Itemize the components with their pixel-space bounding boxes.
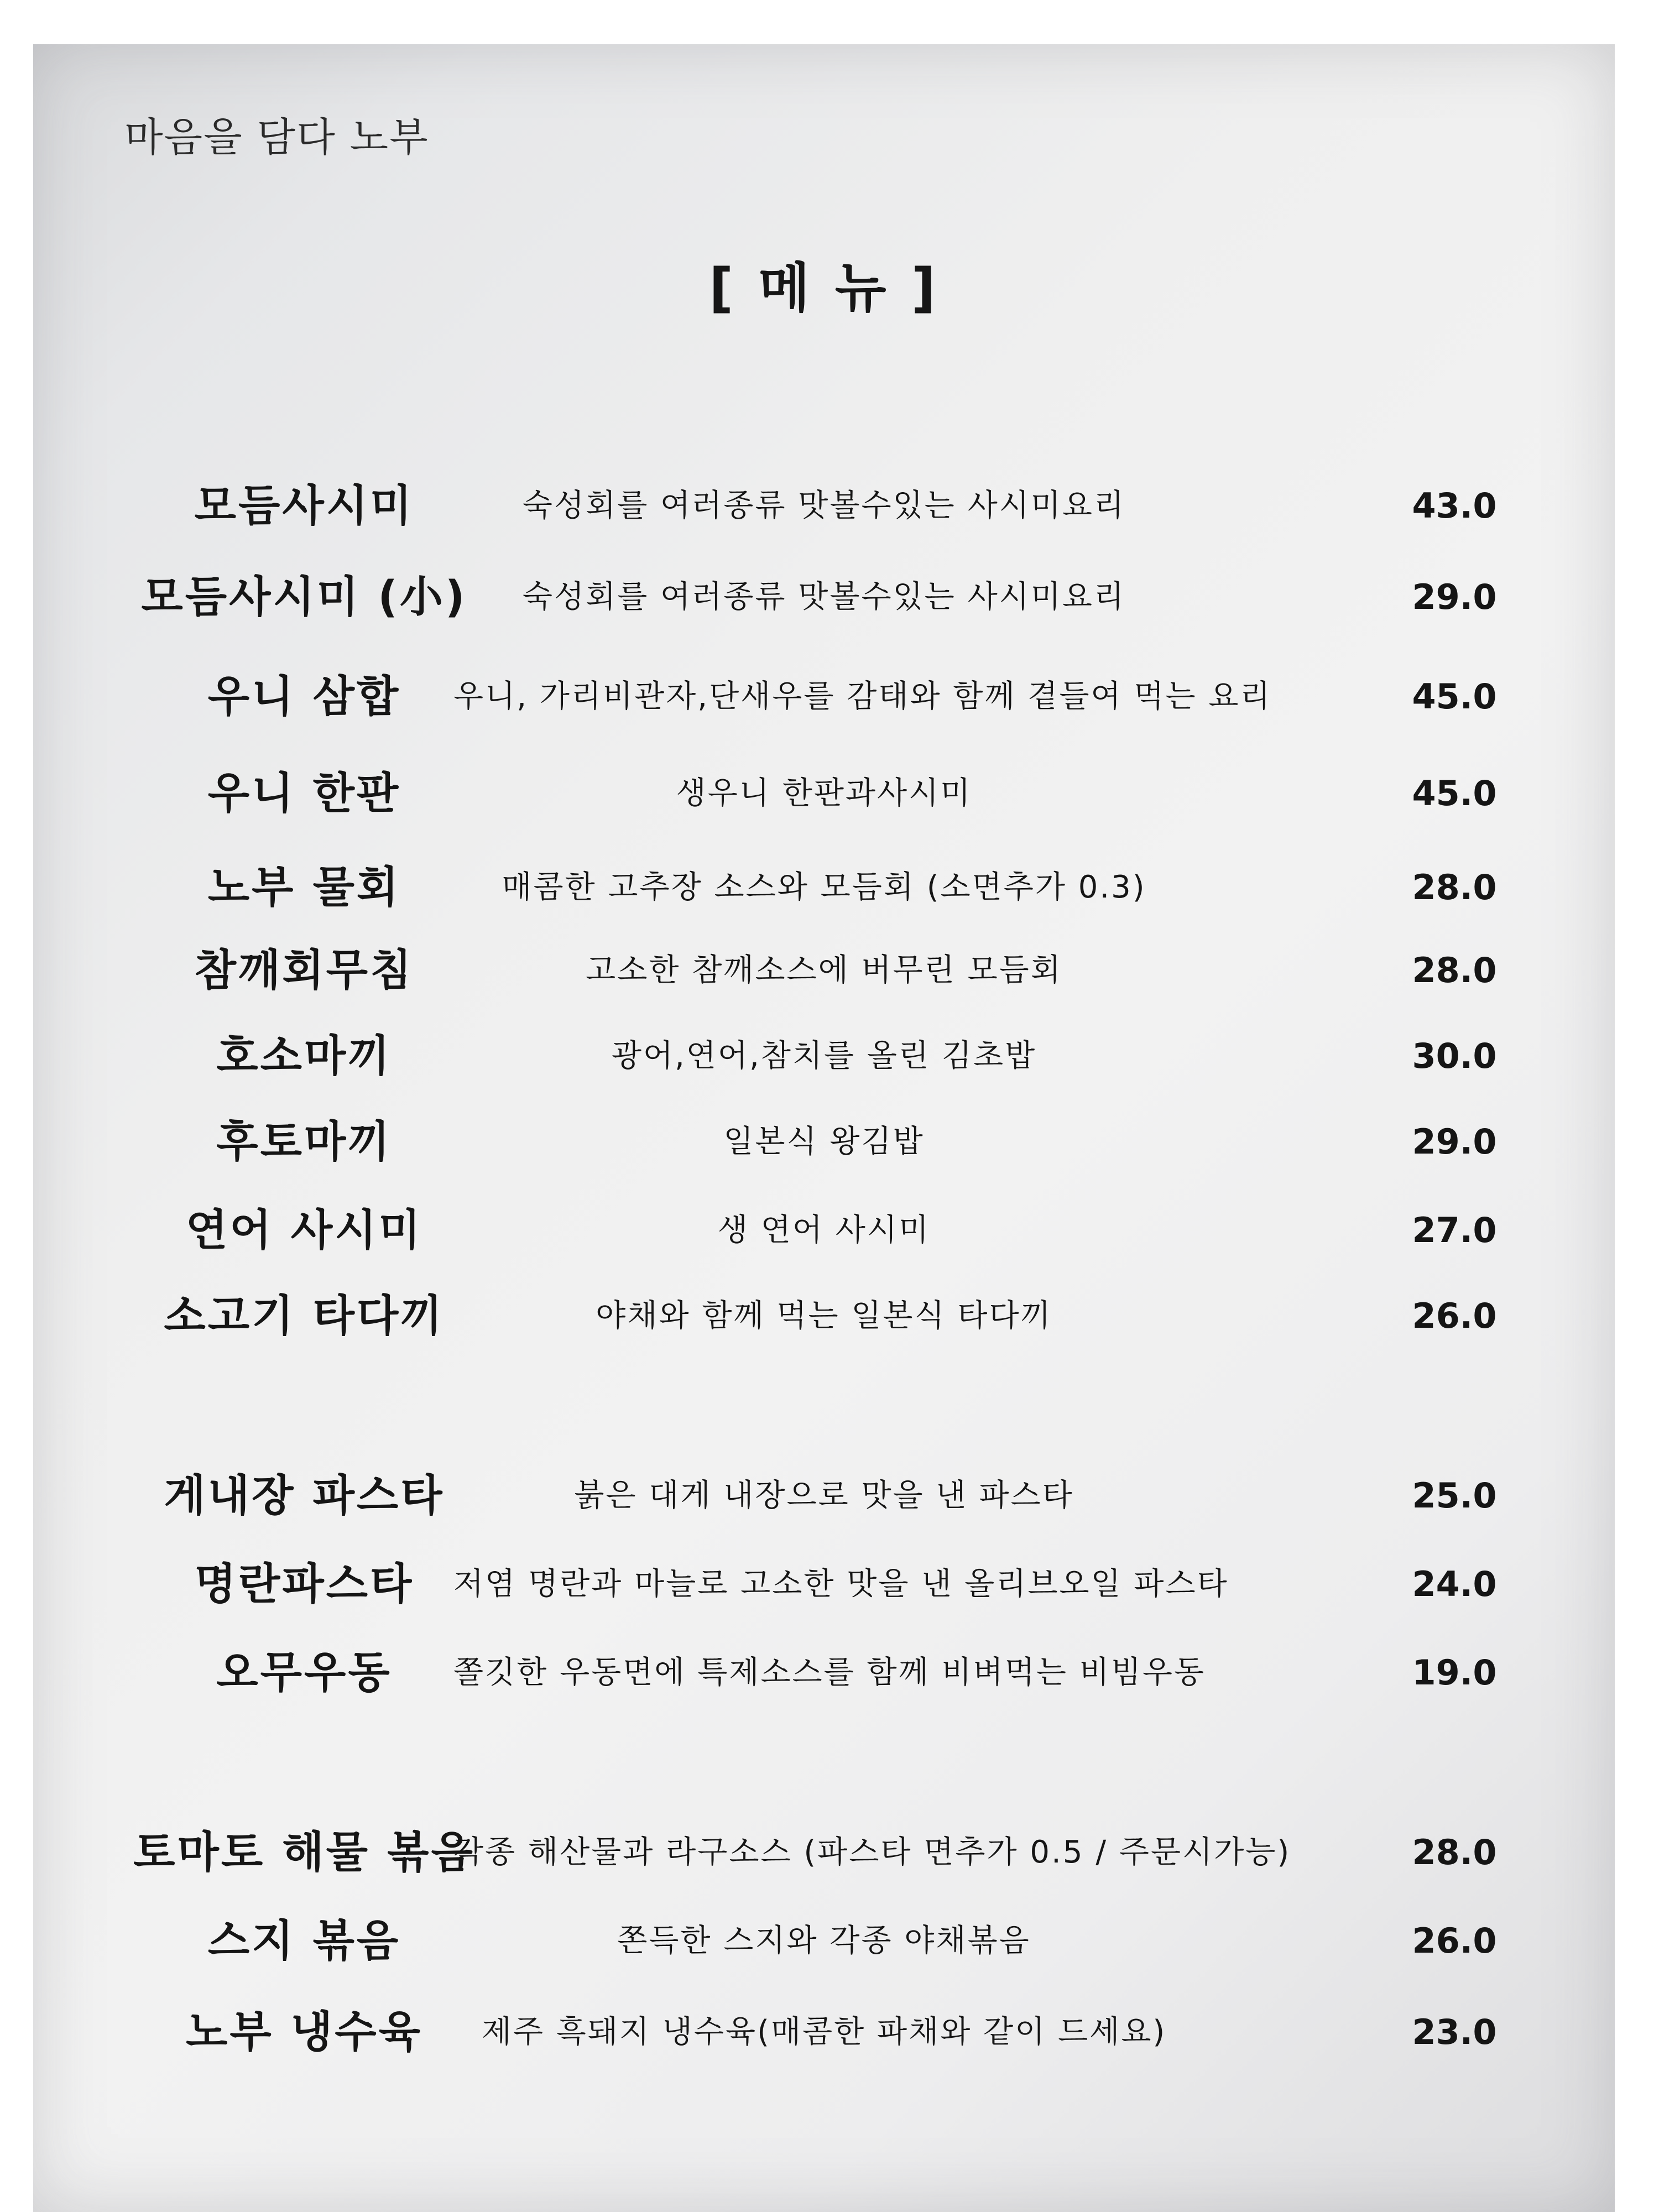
menu-item-price: 26.0: [1412, 1921, 1497, 1961]
menu-item-description: 야채와 함께 먹는 일본식 타다끼: [596, 1298, 1052, 1334]
menu-item-description: 일본식 왕김밥: [723, 1124, 925, 1160]
menu-item-description: 광어,연어,참치를 올린 김초밥: [611, 1038, 1037, 1074]
menu-item-description: 각종 해산물과 라구소스 (파스타 면추가 0.5 / 주문시가능): [453, 1834, 1291, 1870]
menu-item-price: 28.0: [1412, 1832, 1497, 1872]
menu-item-description: 숙성회를 여러종류 맛볼수있는 사시미요리: [522, 579, 1126, 615]
menu-item: [33, 1275, 1615, 1358]
menu-item: [33, 556, 1615, 639]
menu-item-name: 모듬사시미 (小): [141, 572, 467, 622]
menu-item-description: 매콤한 고추장 소스와 모듬회 (소면추가 0.3): [502, 869, 1146, 905]
menu-item: [33, 1543, 1615, 1626]
restaurant-name: 마음을 담다 노부: [124, 114, 429, 160]
menu-item: [33, 752, 1615, 835]
menu-page: [33, 44, 1615, 2212]
menu-item-name: 오무우동: [216, 1648, 392, 1698]
menu-item-price: 43.0: [1412, 486, 1497, 526]
menu-item: [33, 1631, 1615, 1714]
menu-item-price: 19.0: [1412, 1652, 1497, 1693]
menu-item-price: 28.0: [1412, 950, 1497, 990]
menu-item: [33, 465, 1615, 547]
menu-item-description: 우니, 가리비관자,단새우를 감태와 함께 곁들여 먹는 요리: [453, 679, 1272, 714]
menu-item-name: 참깨회무침: [194, 946, 414, 995]
menu-item-name: 연어 사시미: [186, 1206, 422, 1255]
menu-item-price: 45.0: [1412, 773, 1497, 813]
menu-item-price: 30.0: [1412, 1036, 1497, 1076]
menu-item: [33, 1015, 1615, 1098]
menu-item-name: 후토마끼: [216, 1117, 392, 1167]
menu-item-price: 27.0: [1412, 1210, 1497, 1250]
menu-item-name: 스지 볶음: [207, 1916, 401, 1966]
menu-item-price: 24.0: [1412, 1564, 1497, 1604]
menu-item-price: 25.0: [1412, 1475, 1497, 1516]
menu-item-description: 쫄깃한 우동면에 특제소스를 함께 비벼먹는 비빔우동: [453, 1655, 1206, 1691]
menu-item-name: 호소마끼: [216, 1031, 392, 1081]
menu-item-name: 우니 한판: [207, 769, 401, 818]
menu-item-description: 생 연어 사시미: [717, 1212, 931, 1248]
menu-item: [33, 1811, 1615, 1894]
menu-item-price: 29.0: [1412, 577, 1497, 617]
menu-item-description: 고소한 참깨소스에 버무린 모듬회: [586, 952, 1062, 988]
menu-item-price: 23.0: [1412, 2012, 1497, 2052]
menu-item: [33, 1900, 1615, 1983]
menu-heading: [ 메 뉴 ]: [709, 257, 939, 319]
menu-item-price: 45.0: [1412, 676, 1497, 717]
menu-item: [33, 1189, 1615, 1272]
menu-item-price: 26.0: [1412, 1296, 1497, 1336]
menu-item-description: 저염 명란과 마늘로 고소한 맛을 낸 올리브오일 파스타: [453, 1566, 1229, 1602]
menu-item-price: 29.0: [1412, 1121, 1497, 1162]
menu-item-name: 노부 냉수육: [186, 2007, 422, 2057]
menu-item: [33, 929, 1615, 1012]
menu-item-name: 토마토 해물 볶음: [133, 1828, 475, 1877]
menu-item-description: 숙성회를 여러종류 맛볼수있는 사시미요리: [522, 488, 1126, 524]
menu-item-name: 노부 물회: [207, 863, 401, 912]
menu-item: [33, 1454, 1615, 1537]
menu-item: [33, 1100, 1615, 1183]
menu-item-name: 명란파스타: [194, 1559, 414, 1609]
menu-item-name: 소고기 타다끼: [164, 1291, 445, 1341]
menu-item-price: 28.0: [1412, 867, 1497, 907]
menu-item-description: 붉은 대게 내장으로 맛을 낸 파스타: [574, 1478, 1074, 1514]
menu-item: [33, 1991, 1615, 2074]
menu-item-description: 생우니 한판과사시미: [676, 775, 972, 811]
menu-item-description: 쫀득한 스지와 각종 야채볶음: [617, 1923, 1031, 1959]
menu-item-name: 우니 삼합: [207, 672, 401, 722]
menu-item-name: 모듬사시미: [194, 481, 414, 531]
menu-item-name: 게내장 파스타: [164, 1471, 445, 1521]
menu-item: [33, 846, 1615, 929]
menu-item: [33, 655, 1615, 738]
menu-item-description: 제주 흑돼지 냉수육(매콤한 파채와 같이 드세요): [481, 2014, 1167, 2050]
